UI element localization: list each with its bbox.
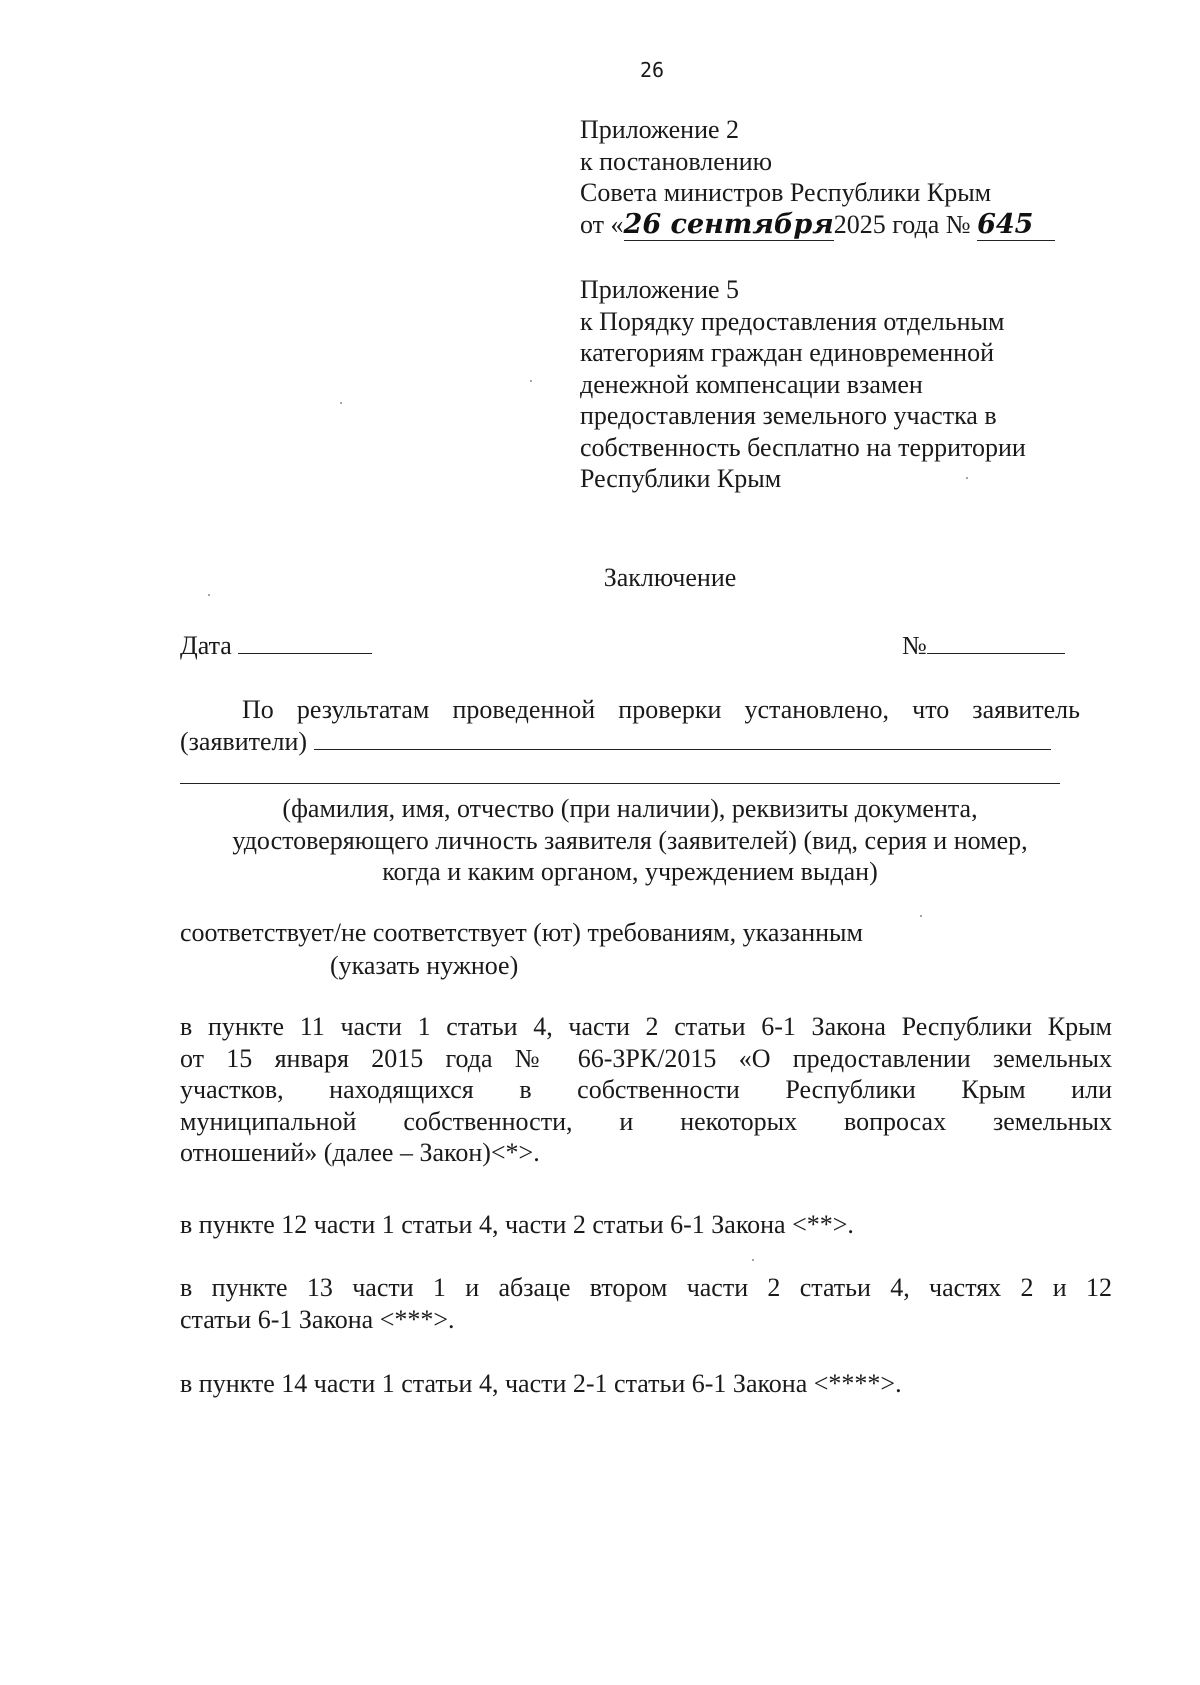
number-field [902,629,1065,662]
number-blank [927,629,1065,654]
applicant-line-2 [180,726,1080,758]
applicant-caption [180,793,1080,888]
handwritten-number: 645 [977,209,1055,242]
applicants-label: (заявители) [180,726,308,756]
paragraph-line: в пункте 13 части 1 и абзаце втором части 2 статьи 4, частях 2 и 12 [180,1273,1112,1302]
annex-2-date-row [580,209,1055,242]
scan-speck [208,594,210,596]
annex-2-title: Приложение 2 [580,115,740,144]
annex-5-line: собственность бесплатно на территории [580,432,1026,462]
caption-line: когда и каким органом, учреждением выдан) [382,857,878,886]
annex-5-line: к Порядку предоставления отдельным [580,306,1005,336]
paragraph-line: муниципальной собственности, и некоторых вопросах земельных [180,1106,1112,1136]
paragraph-line: отношений» (далее – Закон)<*>. [180,1138,540,1167]
number-label: № [902,631,927,660]
scan-speck [340,402,342,404]
date-prefix: от « [580,209,624,239]
scan-speck [966,477,968,479]
date-field [180,629,372,662]
annex-2-header [580,114,1055,241]
applicant-blank [314,727,1051,750]
scan-speck [530,380,532,382]
annex-5-line: предоставления земельного участка в [580,401,997,430]
applicant-line-1: По результатам проведенной проверки установлено, что заявитель [242,695,1080,724]
item-12-paragraph: в пункте 12 части 1 статьи 4, части 2 статьи 6-1 Закона <**>. [180,1210,854,1239]
date-blank [238,629,372,654]
conformity-hint: (указать нужное) [330,951,519,980]
annex-5-line: Приложение 5 [580,275,740,304]
caption-line: удостоверяющего личность заявителя (заявителей) (вид, серия и номер, [232,825,1028,855]
scan-speck [752,1259,754,1261]
paragraph-line: от 15 января 2015 года № 66-ЗРК/2015 «О предоставлении земельных [180,1043,1112,1073]
paragraph-line: участков, находящихся в собственности Республики Крым или [180,1075,1112,1104]
annex-5-line: категориям граждан единовременной [580,338,995,367]
date-year: 2025 года № [833,209,971,239]
annex-5-line: денежной компенсации взамен [580,369,923,399]
date-label: Дата [180,631,232,660]
page-number: 26 [640,58,665,82]
paragraph-line: статьи 6-1 Закона <***>. [180,1304,455,1334]
item-11-paragraph [180,1011,1112,1169]
document-title: Заключение [603,563,737,592]
annex-2-line: к постановлению [580,146,773,176]
scan-speck [920,915,922,917]
paragraph-line: в пункте 11 части 1 статьи 4, части 2 статьи 6-1 Закона Республики Крым [180,1012,1112,1041]
caption-line: (фамилия, имя, отчество (при наличии), реквизиты документа, [282,794,978,823]
annex-2-line: Совета министров Республики Крым [580,178,992,207]
conformity-line: соответствует/не соответствует (ют) требованиям, указанным [180,918,863,947]
applicant-paragraph [180,694,1080,757]
item-13-paragraph [180,1272,1112,1335]
applicant-blank-line-2 [180,782,1060,784]
annex-5-line: Республики Крым [580,464,782,493]
item-14-paragraph: в пункте 14 части 1 статьи 4, части 2-1 статьи 6-1 Закона <****>. [180,1369,902,1398]
handwritten-date: 26 сентября [623,208,834,240]
annex-5-header [580,274,1026,495]
